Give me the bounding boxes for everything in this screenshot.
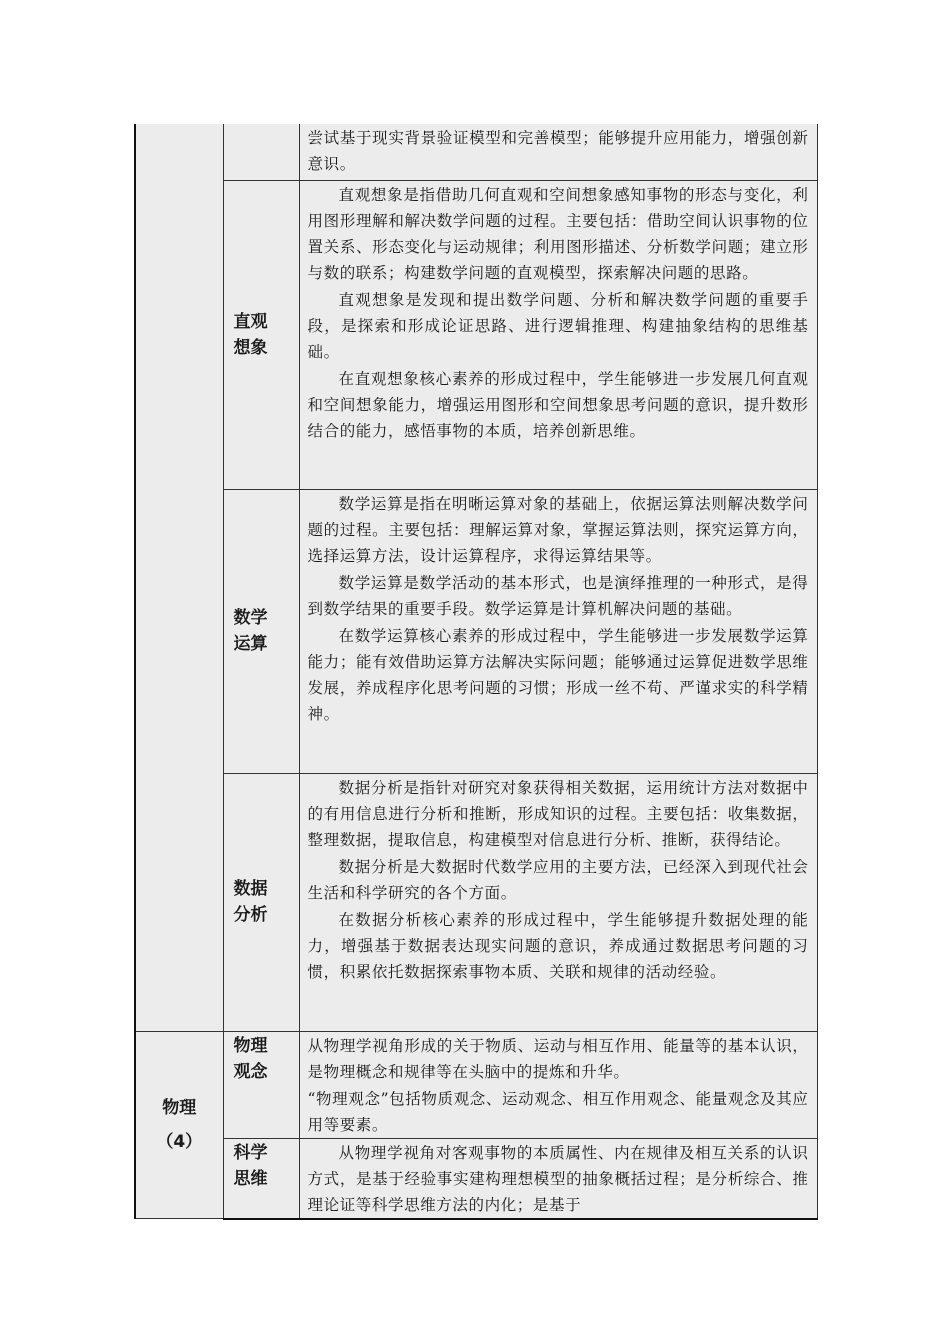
- description-cell: [299, 773, 817, 1031]
- literacy-table: [134, 124, 818, 1220]
- item-cell-visual-imagination: [223, 180, 299, 489]
- item-label-line: 运算: [233, 634, 268, 654]
- item-cell-data-analysis: [223, 773, 299, 1031]
- item-label-line: 观念: [233, 1061, 268, 1082]
- paragraph: 尝试基于现实背景验证模型和完善模型；能够提升应用能力，增强创新意识。: [307, 129, 809, 173]
- description-cell: [299, 1031, 817, 1138]
- item-label-line: 分析: [233, 905, 268, 925]
- item-label-line: 想象: [233, 337, 268, 358]
- table-row: [135, 180, 817, 489]
- paragraph: 从物理学视角对客观事物的本质属性、内在规律及相互关系的认识方式，是基于经验事实建构理想模型的抽象概括过程；是分析综合、推理论证等科学思维方法的内化；是基于: [307, 1143, 809, 1214]
- paragraph: 在数学运算核心素养的形成过程中，学生能够进一步发展数学运算能力；能有效借助运算方法解决实际问题；能够通过运算促进数学思维发展，养成程序化思考问题的习惯；形成一丝不苟、严谨求实的科学精神。: [307, 626, 809, 723]
- paragraph: 在数据分析核心素养的形成过程中，学生能够提升数据处理的能力，增强基于数据表达现实问题的意识，养成通过数据思考问题的习惯，积累依托数据探索事物本质、关联和规律的活动经验。: [307, 910, 809, 981]
- table-row: [135, 1138, 817, 1219]
- item-label-line: 科学: [233, 1142, 268, 1163]
- item-label-line: 数据: [233, 879, 268, 899]
- paragraph: 数学运算是指在明晰运算对象的基础上，依据运算法则解决数学问题的过程。主要包括：理解运算对象，掌握运算法则，探究运算方向，选择运算方法，设计运算程序，求得运算结果等。: [307, 494, 809, 565]
- description-cell: [299, 180, 817, 489]
- paragraph: 直观想象是发现和提出数学问题、分析和解决数学问题的重要手段，是探索和形成论证思路、进行逻辑推理、构建抽象结构的思维基础。: [307, 290, 809, 361]
- subject-cell-physics: [135, 1031, 223, 1219]
- paragraph: 从物理学视角形成的关于物质、运动与相互作用、能量等的基本认识，是物理概念和规律等在头脑中的提炼和升华。: [307, 1036, 809, 1081]
- subject-count: （4）: [156, 1131, 203, 1152]
- item-cell-physics-concept: [223, 1031, 299, 1138]
- table-row: [135, 773, 817, 1031]
- paragraph: 直观想象是指借助几何直观和空间想象感知事物的形态与变化，利用图形理解和解决数学问题的过程。主要包括：借助空间认识事物的位置关系、形态变化与运动规律；利用图形描述、分析数学问题；建立形与数的联系；构建数学问题的直观模型，探索解决问题的思路。: [307, 185, 809, 282]
- item-cell-math-operation: [223, 489, 299, 773]
- paragraph: 数学运算是数学活动的基本形式，也是演绎推理的一种形式，是得到数学结果的重要手段。数学运算是计算机解决问题的基础。: [307, 573, 809, 618]
- table-row: [135, 489, 817, 773]
- subject-name: 物理: [162, 1097, 197, 1118]
- item-cell-empty: [223, 124, 299, 180]
- description-cell: [299, 489, 817, 773]
- description-cell: [299, 124, 817, 180]
- item-label-line: 物理: [233, 1035, 268, 1056]
- subject-cell-math: [135, 124, 223, 1031]
- description-cell: [299, 1138, 817, 1219]
- paragraph: 数据分析是指针对研究对象获得相关数据，运用统计方法对数据中的有用信息进行分析和推断，形成知识的过程。主要包括：收集数据，整理数据，提取信息，构建模型对信息进行分析、推断，获得结论。: [307, 778, 809, 849]
- table-row: [135, 124, 817, 180]
- item-label-line: 思维: [233, 1168, 268, 1189]
- paragraph: 数据分析是大数据时代数学应用的主要方法，已经深入到现代社会生活和科学研究的各个方面。: [307, 857, 809, 902]
- table-row: [135, 1031, 817, 1138]
- paragraph: “物理观念”包括物质观念、运动观念、相互作用观念、能量观念及其应用等要素。: [307, 1089, 809, 1134]
- paragraph: 在直观想象核心素养的形成过程中，学生能够进一步发展几何直观和空间想象能力，增强运用图形和空间想象思考问题的意识，提升数形结合的能力，感悟事物的本质，培养创新思维。: [307, 369, 809, 440]
- item-label-line: 数学: [233, 608, 268, 628]
- item-cell-scientific-thinking: [223, 1138, 299, 1219]
- item-label-line: 直观: [233, 311, 268, 332]
